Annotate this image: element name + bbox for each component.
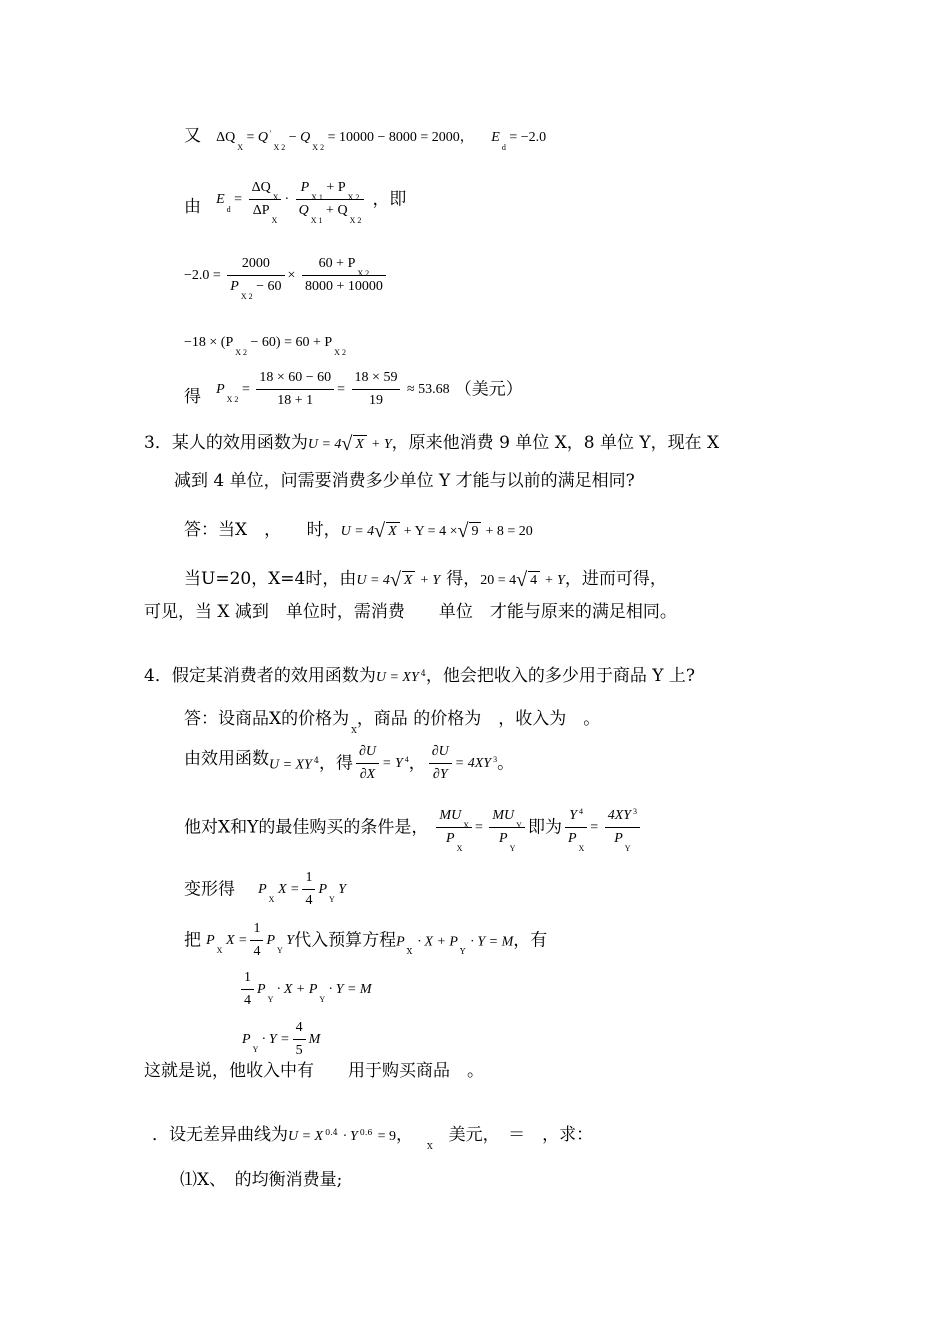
q4-conclusion: 这就是说，他收入中有 用于购买商品 。 — [144, 1061, 484, 1081]
eq-linear-line — [184, 333, 346, 357]
fraction-quarter3: $\frac{1}{4}$ — [241, 970, 254, 1010]
fraction-du-dx: $\frac{\partial U}{\partial X}$ — [356, 744, 379, 784]
q4-line4: 变形得 $P_X$ X = $\frac{1}{4}$ $P_Y$ Y — [184, 870, 347, 908]
q3-line1: 3．某人的效用函数为U = 4√ X + Y，原来他消费 9 单位 X，8 单位 Y，现在 X — [144, 433, 720, 455]
fraction-2000: $\frac{2000}{P_{X 2} - 60}$ — [227, 256, 284, 296]
q4-line5: 把 $P_X$ X = $\frac{1}{4}$ $P_Y$ Y代入预算方程$P_X \cdot X + P_Y \cdot Y = M$，有 — [184, 921, 548, 959]
q5-item1: ⑴X、 的均衡消费量; — [180, 1170, 343, 1190]
fraction-y4-px: $\frac{Y ^4}{P_X}$ — [565, 808, 587, 848]
fraction-60p: $\frac{60 + P_{X 2}}{8000 + 10000}$ — [302, 256, 386, 296]
formula-delta-q: $\Delta Q_X = Q$ $'_{X 2} - Q_{X 2} = 10000 - 8000 = 2000$， $E_d = -2.0$ — [216, 129, 547, 152]
q3-conclusion: 可见，当 X 减到 单位时，需消费 单位 才能与原来的满足相同。 — [144, 602, 677, 622]
q3-answer1: 答：当X ， 时，U = 4√ X + Y = 4 ×√ 9 + 8 = 20 — [184, 520, 533, 542]
fraction-quarter: $\frac{1}{4}$ — [302, 870, 315, 910]
fraction-result2: $\frac{18 \times 59}{19}$ — [352, 370, 401, 410]
formula-result: $P_{X 2}$ = $\frac{18 \times 60 - 60}{18 + 1}$ = $\frac{18 \times 59}{19}$ ≈ 53.68 — [216, 370, 450, 408]
fraction-mux-px: $\frac{MU_X}{P_X}$ — [436, 808, 472, 848]
q3-answer2: 当U=20，X=4时，由U = 4√ X + Y 得，20 = 4√ 4 + Y，进而可得， — [184, 569, 667, 591]
fraction-4xy3-py: $\frac{4XY ^3}{P_Y}$ — [605, 808, 640, 848]
fraction-result1: $\frac{18 \times 60 - 60}{18 + 1}$ — [256, 370, 334, 410]
formula-ed: $E_d$ = $\frac{\Delta Q_X}{\Delta P_X}$ · $\frac{P_{X 1} + P_{X 2}}{Q_{X 1} + Q_{X 2}}$ — [216, 180, 367, 220]
fraction-muy-py: $\frac{MU_Y}{P_Y}$ — [489, 808, 525, 848]
fraction-four-fifths: $\frac{4}{5}$ — [293, 1020, 306, 1060]
q4-line6: $\frac{1}{4}$ $P_Y \cdot X + P_Y \cdot Y = M$ — [238, 970, 372, 1010]
fraction-dq-dp: $\frac{\Delta Q_X}{\Delta P_X}$ — [249, 180, 282, 220]
q3-line2: 减到 4 单位，问需要消费多少单位 Y 才能与以前的满足相同? — [174, 471, 635, 491]
q4-answer1: 答：设商品X的价格为$_X$，商品 的价格为 ，收入为 。 — [184, 709, 601, 735]
q4-line7: $P_Y \cdot Y$ = $\frac{4}{5}$ M — [242, 1020, 321, 1058]
eq-ed-formula-line: 由 $E_d$ = $\frac{\Delta Q_X}{\Delta P_X}$ · $\frac{P_{X 1} + P_{X 2}}{Q_{X 1} + Q_{X 2}}$ ，即 — [184, 180, 407, 225]
label-you: 又 — [184, 126, 201, 146]
fraction-quarter2: $\frac{1}{4}$ — [250, 921, 263, 961]
q4-line3: 他对X和Y的最佳购买的条件是， $\frac{MU_X}{P_X}$ = $\frac{MU_Y}{P_Y}$ 即为 $\frac{Y ^4}{P_X}$ = $\frac{4XY ^3}{P_Y}$ — [184, 808, 643, 848]
fraction-p-q: $\frac{P_{X 1} + P_{X 2}}{Q_{X 1} + Q_{X 2}}$ — [296, 180, 365, 220]
q4-line2: 由效用函数U = XY $^4$，得 $\frac{\partial U}{\partial X}$ = Y $^4$， $\frac{\partial U}{\partial Y}$ = 4XY $^3$。 — [184, 744, 515, 782]
label-you2: 由 — [184, 197, 201, 218]
eq-sub-line — [184, 256, 389, 301]
formula-linear: $-18 \times (P_{X 2} - 60) = 60 + P_{X 2}$ — [184, 335, 346, 357]
formula-sub: −2.0 = $\frac{2000}{P_{X 2} - 60}$ × $\frac{60 + P_{X 2}}{8000 + 10000}$ — [184, 268, 389, 283]
eq-delta-q-line — [184, 126, 547, 152]
q4-line1: 4．假定某消费者的效用函数为U = XY $^4$，他会把收入的多少用于商品 Y 上? — [144, 666, 695, 686]
fraction-du-dy: $\frac{\partial U}{\partial Y}$ — [429, 744, 452, 784]
eq-result-line: 得 $P_{X 2}$ = $\frac{18 \times 60 - 60}{18 + 1}$ = $\frac{18 \times 59}{19}$ ≈ 53.68 （美元） — [184, 370, 523, 408]
q5-line1: ．设无差异曲线为U = X $^{0.4}$ · Y $^{0.6}$ = 9，$_X$美元， ＝ ，求： — [152, 1125, 594, 1151]
